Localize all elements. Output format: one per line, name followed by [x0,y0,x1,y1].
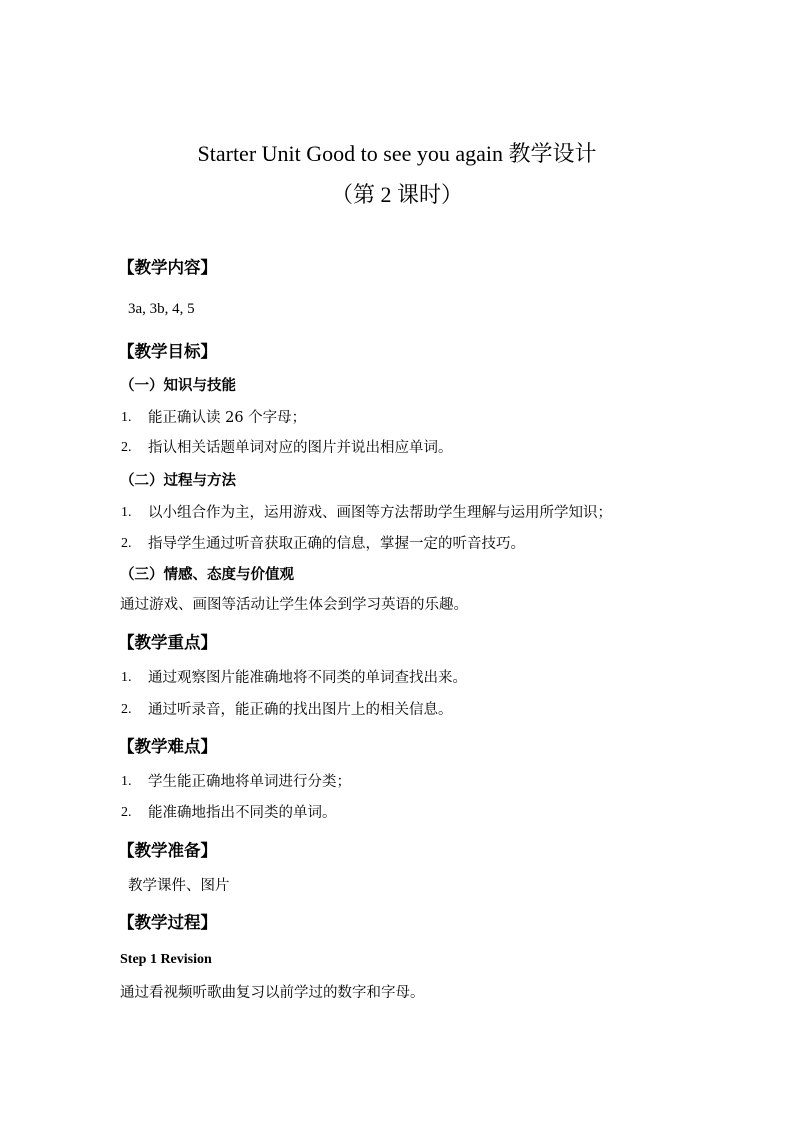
list-number: 2. [121,440,132,455]
subheading-process-methods: （二）过程与方法 [120,472,236,489]
subheading-attitudes-values: （三）情感、态度与价值观 [120,566,294,583]
list-item: 通过观察图片能准确地将不同类的单词查找出来。 [148,670,467,686]
subheading-knowledge-skills: （一）知识与技能 [120,377,236,394]
attitudes-text: 通过游戏、画图等活动让学生体会到学习英语的乐趣。 [120,597,468,613]
document-title: Starter Unit Good to see you again 教学设计 [197,141,597,166]
document-subtitle: （第 2 课时） [330,182,463,207]
list-item: 能准确地指出不同类的单词。 [148,805,337,821]
list-item: 学生能正确地将单词进行分类； [148,774,351,790]
list-number: 1. [121,670,132,685]
preparation-text: 教学课件、图片 [128,878,230,894]
section-heading-difficulties: 【教学难点】 [118,737,217,756]
list-number: 2. [121,805,132,820]
list-item: 能正确认读 26 个字母； [148,410,307,426]
content-text: 3a, 3b, 4, 5 [128,301,195,317]
list-number: 2. [121,702,132,717]
list-item: 指导学生通过听音获取正确的信息，掌握一定的听音技巧。 [148,536,525,552]
section-heading-objectives: 【教学目标】 [118,342,217,361]
section-heading-content: 【教学内容】 [118,258,217,277]
list-item: 指认相关话题单词对应的图片并说出相应单词。 [148,440,453,456]
step-text: 通过看视频听歌曲复习以前学过的数字和字母。 [120,985,425,1001]
section-heading-preparation: 【教学准备】 [118,841,217,860]
step-title: Step 1 Revision [120,952,212,967]
list-number: 2. [121,536,132,551]
list-item: 通过听录音，能正确的找出图片上的相关信息。 [148,702,453,718]
list-number: 1. [121,410,132,425]
list-number: 1. [121,774,132,789]
section-heading-key-points: 【教学重点】 [118,633,217,652]
list-number: 1. [121,505,132,520]
list-item: 以小组合作为主，运用游戏、画图等方法帮助学生理解与运用所学知识； [148,505,612,521]
section-heading-process: 【教学过程】 [118,913,217,932]
